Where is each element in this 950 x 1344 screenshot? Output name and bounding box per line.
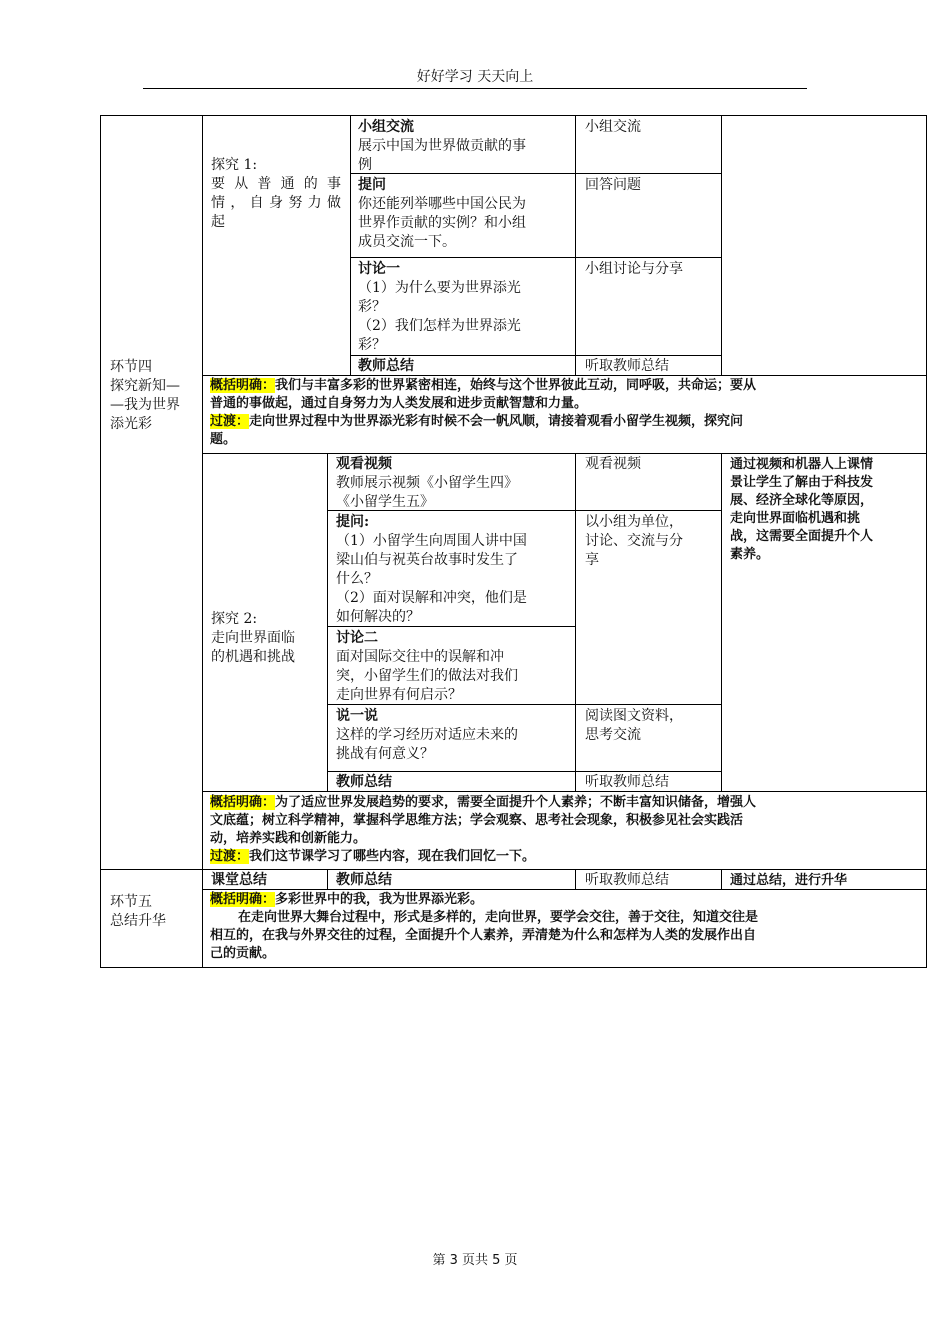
page-header: 好好学习 天天向上 [416, 69, 534, 85]
summary-label-highlight: 概括明确： [210, 892, 276, 907]
explore2-intent: 通过视频和机器人上课情 景让学生了解由于科技发 展、经济全球化等原因， 走向世界面临机遇和挑 战，这需要全面提升个人 素养。 [730, 457, 874, 562]
explore1-row-question: 提问 你还能列举哪些中国公民为 世界作贡献的实例？和小组 成员交流一下。 [358, 177, 526, 250]
explore1-student-0: 小组交流 [585, 119, 641, 135]
explore2-row-say: 说一说 这样的学习经历对适应未来的 挑战有何意义？ [336, 708, 518, 762]
summary-label-highlight: 概括明确： [210, 795, 276, 810]
explore2-row-discussion: 讨论二 面对国际交往中的误解和冲 突，小留学生们的做法对我们 走向世界有何启示？ [336, 630, 518, 703]
explore1-student-2: 小组讨论与分享 [585, 261, 683, 277]
explore2-student-3: 阅读图文资料， 思考交流 [585, 708, 683, 743]
explore1-teacher-summary: 教师总结 [358, 358, 414, 374]
explore2-label: 探究 2: 走向世界面临 的机遇和挑战 [211, 611, 295, 665]
transition-label-highlight: 过渡： [210, 414, 250, 429]
stage5-intent: 通过总结，进行升华 [730, 873, 848, 888]
page-footer: 第 3 页共 5 页 [432, 1253, 518, 1268]
explore1-student-3: 听取教师总结 [585, 358, 669, 374]
explore1-row-group-exchange: 小组交流 展示中国为世界做贡献的事 例 [358, 119, 526, 173]
stage5-activity: 课堂总结 [211, 872, 267, 888]
stage5-label: 环节五 总结升华 [110, 894, 166, 929]
transition-label-highlight: 过渡： [210, 849, 250, 864]
stage5-summary: 概括明确：多彩世界中的我，我为世界添光彩。 在走向世界大舞台过程中，形式是多样的，走向世界，要学会交往，善于交往，知道交往是 相互的，在我与外界交往的过程，全面提升个人素养，弄清楚为什么和怎样为人类的发展作出自 己的贡献。 [210, 892, 759, 961]
explore1-label: 探究 1: 要从普通的事 情，自身努力做 起 [211, 157, 341, 230]
explore1-row-discussion: 讨论一 （1）为什么要为世界添光 彩？ （2）我们怎样为世界添光 彩？ [358, 261, 521, 353]
explore2-row-question: 提问: （1）小留学生向周围人讲中国 梁山伯与祝英台故事时发生了 什么？ （2）面对误解和冲突，他们是 如何解决的？ [336, 514, 527, 625]
header-rule [143, 88, 807, 89]
explore2-student-0: 观看视频 [585, 456, 641, 472]
summary2-block: 概括明确：为了适应世界发展趋势的要求，需要全面提升个人素养；不断丰富知识储备，增强人 文底蕴；树立科学精神，掌握科学思维方法；学会观察、思考社会现象，积极参见社会实践活 动，培养实践和创新能力。 过渡：我们这节课学习了哪些内容，现在我们回忆一下。 [210, 795, 757, 864]
summary1-block: 概括明确：我们与丰富多彩的世界紧密相连，始终与这个世界彼此互动，同呼吸，共命运；要从 普通的事做起，通过自身努力为人类发展和进步贡献智慧和力量。 过渡：走向世界过程中为世界添光彩有时候不会一帆风顺，请接着观看小留学生视频，探究问 题。 [210, 378, 757, 447]
explore2-row-video: 观看视频 教师展示视频《小留学生四》 《小留学生五》 [336, 456, 518, 510]
explore2-student-1: 以小组为单位， 讨论、交流与分 享 [585, 514, 683, 568]
explore1-student-1: 回答问题 [585, 177, 641, 193]
stage5-teacher: 教师总结 [336, 872, 392, 888]
summary-label-highlight: 概括明确： [210, 378, 276, 393]
explore2-student-4: 听取教师总结 [585, 774, 669, 790]
explore2-teacher-summary: 教师总结 [336, 774, 392, 790]
stage4-label: 环节四 探究新知— —我为世界 添光彩 [110, 359, 180, 432]
stage5-student: 听取教师总结 [585, 872, 669, 888]
